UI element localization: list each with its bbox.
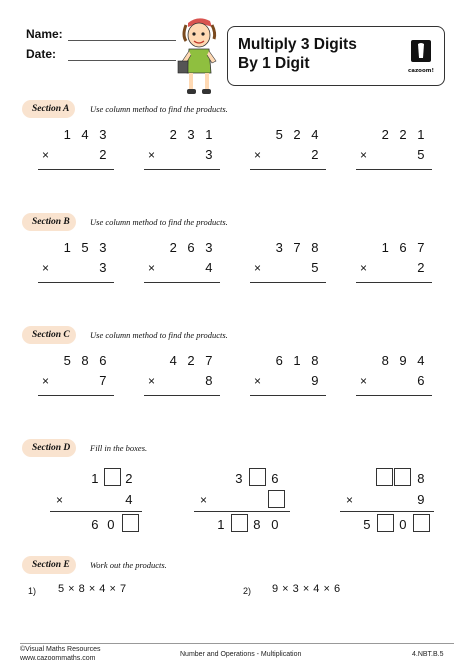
section-b-badge: Section B <box>22 213 76 231</box>
problem-b4-bottom: 2 <box>417 260 428 275</box>
answer-box[interactable] <box>122 514 139 532</box>
title-line-2: By 1 Digit <box>238 55 310 72</box>
footer-standard-code: 4.NBT.B.5 <box>412 651 444 658</box>
date-label: Date: <box>26 47 57 61</box>
problem-c4-bottom: 6 <box>417 373 428 388</box>
times-sign: × <box>42 261 50 275</box>
section-a-badge: Section A <box>22 100 75 118</box>
times-sign: × <box>346 493 354 507</box>
problem-a4-top: 2 2 1 <box>381 127 428 142</box>
digit: 0 <box>107 517 118 532</box>
times-sign: × <box>148 148 156 162</box>
digit: 8 <box>417 471 428 486</box>
times-sign: × <box>42 374 50 388</box>
answer-rule <box>250 169 326 170</box>
question-1-number: 1) <box>28 586 37 596</box>
digit: 8 <box>253 517 264 532</box>
answer-rule <box>356 169 432 170</box>
answer-rule <box>38 169 114 170</box>
question-1-expression: 5 × 8 × 4 × 7 <box>58 583 127 595</box>
times-sign: × <box>200 493 208 507</box>
problem-b1-top: 1 5 3 <box>63 240 110 255</box>
answer-rule <box>38 395 114 396</box>
section-e-badge: Section E <box>22 556 76 574</box>
answer-box[interactable] <box>394 468 411 486</box>
answer-rule <box>144 169 220 170</box>
times-sign: × <box>254 374 262 388</box>
problem-a4-bottom: 5 <box>417 147 428 162</box>
section-c-badge: Section C <box>22 326 76 344</box>
problem-b2-top: 2 6 3 <box>169 240 216 255</box>
answer-rule <box>144 282 220 283</box>
times-sign: × <box>148 261 156 275</box>
problem-a2-bottom: 3 <box>205 147 216 162</box>
problem-c2-top: 4 2 7 <box>169 353 216 368</box>
times-sign: × <box>42 148 50 162</box>
answer-box[interactable] <box>104 468 121 486</box>
name-label: Name: <box>26 27 63 41</box>
problem-b1-bottom: 3 <box>99 260 110 275</box>
section-d-instruction: Fill in the boxes. <box>90 443 148 453</box>
problem-b4-top: 1 6 7 <box>381 240 428 255</box>
footer-divider <box>20 643 454 644</box>
answer-rule <box>50 511 142 512</box>
section-a-instruction: Use column method to find the products. <box>90 104 228 114</box>
girl-mascot-icon <box>176 15 222 99</box>
section-e-instruction: Work out the products. <box>90 560 167 570</box>
times-sign: × <box>360 374 368 388</box>
date-line[interactable] <box>68 60 176 61</box>
title-line-1: Multiply 3 Digits <box>238 36 357 53</box>
answer-box[interactable] <box>249 468 266 486</box>
digit: 2 <box>125 471 136 486</box>
footer-copyright: ©Visual Maths Resources <box>20 646 101 653</box>
page-title <box>238 35 357 73</box>
problem-b3-top: 3 7 8 <box>275 240 322 255</box>
footer-topic: Number and Operations - Multiplication <box>180 651 302 658</box>
question-2-number: 2) <box>243 586 252 596</box>
times-sign: × <box>56 493 64 507</box>
footer-website-link[interactable]: www.cazoommaths.com <box>20 655 96 662</box>
problem-c4-top: 8 9 4 <box>381 353 428 368</box>
section-d-badge: Section D <box>22 439 76 457</box>
problem-a1-top: 1 4 3 <box>63 127 110 142</box>
digit: 9 <box>417 492 428 507</box>
cazoom-logo-text: cazoom! <box>408 68 434 74</box>
answer-rule <box>144 395 220 396</box>
title-box <box>227 26 445 86</box>
digit: 6 <box>91 517 102 532</box>
digit: 5 <box>363 517 374 532</box>
section-c-instruction: Use column method to find the products. <box>90 330 228 340</box>
cazoom-logo-icon <box>408 39 434 63</box>
answer-box[interactable] <box>377 514 394 532</box>
problem-b2-bottom: 4 <box>205 260 216 275</box>
digit: 1 <box>217 517 228 532</box>
name-line[interactable] <box>68 40 176 41</box>
problem-a2-top: 2 3 1 <box>169 127 216 142</box>
digit: 6 <box>271 471 282 486</box>
problem-c2-bottom: 8 <box>205 373 216 388</box>
times-sign: × <box>254 261 262 275</box>
times-sign: × <box>254 148 262 162</box>
section-b-instruction: Use column method to find the products. <box>90 217 228 227</box>
digit: 0 <box>271 517 282 532</box>
answer-rule <box>194 511 290 512</box>
times-sign: × <box>148 374 156 388</box>
answer-box[interactable] <box>376 468 393 486</box>
problem-a1-bottom: 2 <box>99 147 110 162</box>
problem-a3-top: 5 2 4 <box>275 127 322 142</box>
digit: 1 <box>91 471 102 486</box>
times-sign: × <box>360 148 368 162</box>
question-2-expression: 9 × 3 × 4 × 6 <box>272 583 341 595</box>
answer-rule <box>356 395 432 396</box>
answer-box[interactable] <box>231 514 248 532</box>
problem-c1-bottom: 7 <box>99 373 110 388</box>
answer-rule <box>356 282 432 283</box>
problem-c1-top: 5 8 6 <box>63 353 110 368</box>
answer-rule <box>250 282 326 283</box>
answer-rule <box>250 395 326 396</box>
digit: 0 <box>399 517 410 532</box>
answer-box[interactable] <box>268 490 285 508</box>
digit: 3 <box>235 471 246 486</box>
digit: 4 <box>125 492 136 507</box>
problem-c3-top: 6 1 8 <box>275 353 322 368</box>
problem-a3-bottom: 2 <box>311 147 322 162</box>
answer-rule <box>340 511 434 512</box>
times-sign: × <box>360 261 368 275</box>
answer-rule <box>38 282 114 283</box>
problem-b3-bottom: 5 <box>311 260 322 275</box>
problem-c3-bottom: 9 <box>311 373 322 388</box>
cazoom-logo <box>408 39 434 73</box>
answer-box[interactable] <box>413 514 430 532</box>
